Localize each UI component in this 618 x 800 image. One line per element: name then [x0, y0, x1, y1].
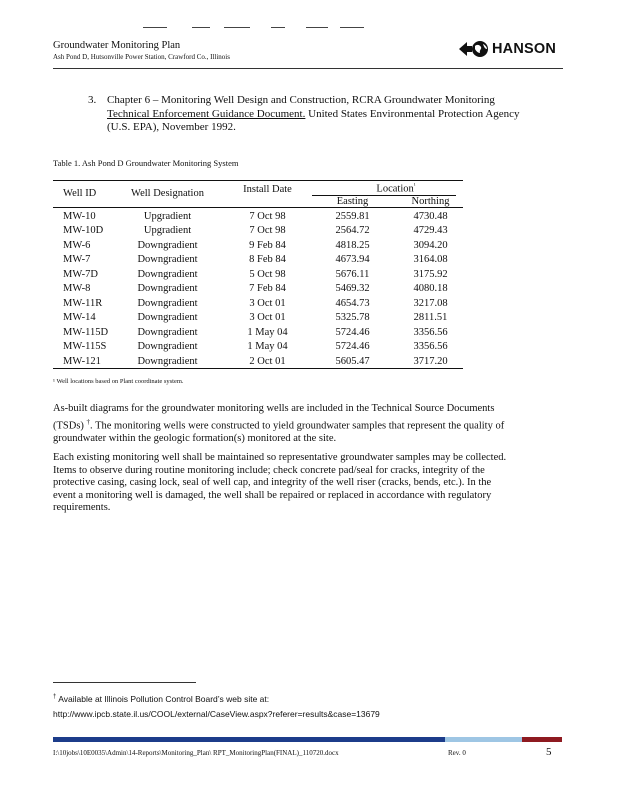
cell-designation: Downgradient: [137, 355, 198, 367]
cell-northing: 4729.43: [413, 225, 448, 236]
footnote: [53, 690, 380, 722]
cell-well-id: MW-8: [63, 283, 91, 294]
cell-install-date: 7 Oct 98: [249, 210, 286, 222]
table-row: [53, 340, 463, 355]
cell-easting: 5676.11: [335, 268, 370, 280]
top-dash: [306, 27, 328, 28]
cell-designation: Upgradient: [143, 225, 192, 236]
table-note: ¹ Well locations based on Plant coordinate system.: [53, 378, 184, 385]
header-title: Groundwater Monitoring Plan: [53, 40, 181, 51]
table-row: [53, 282, 463, 297]
paragraph-as-built: As-built diagrams for the groundwater monitoring wells are included in the Technical Source Documents (TSDs) †. The monitoring wells were constructed to yield groundwater samples that represent the quality of groundwater within the geologic formation(s) monitored at the site.: [53, 403, 505, 444]
cell-well-id: MW-7D: [63, 268, 98, 280]
footnote-url[interactable]: http://www.ipcb.state.il.us/COOL/external/CaseView.aspx?referer=results&case=13679: [53, 708, 380, 719]
cell-northing: 2811.51: [413, 312, 448, 323]
cell-designation: Downgradient: [137, 341, 198, 352]
cell-northing: 3717.20: [413, 355, 448, 367]
top-dash: [340, 27, 364, 28]
reference-text: Chapter 6 – Monitoring Well Design and Construction, RCRA Groundwater Monitoring: [107, 94, 495, 106]
footer-bar-red: [522, 737, 562, 742]
cell-install-date: 7 Feb 84: [249, 283, 286, 294]
cell-well-id: MW-115D: [63, 326, 109, 338]
globe-arrow-icon: [458, 40, 490, 58]
cell-easting: 2559.81: [335, 210, 370, 222]
col-header-northing: Northing: [411, 195, 450, 207]
footer-bar-lightblue: [445, 737, 522, 742]
hanson-logo: [458, 40, 556, 58]
cell-easting: 4673.94: [335, 254, 370, 265]
col-header-install-date: Install Date: [243, 184, 292, 195]
table-caption: Table 1. Ash Pond D Groundwater Monitoring System: [53, 158, 239, 168]
cell-install-date: 5 Oct 98: [249, 268, 286, 280]
cell-install-date: 7 Oct 98: [249, 225, 286, 236]
cell-well-id: MW-11R: [63, 297, 103, 309]
cell-install-date: 3 Oct 01: [249, 312, 286, 323]
table-row: [53, 253, 463, 268]
cell-install-date: 1 May 04: [247, 341, 288, 352]
cell-designation: Downgradient: [137, 283, 198, 294]
top-dash: [224, 27, 250, 28]
cell-easting: 2564.72: [335, 225, 370, 236]
cell-easting: 4818.25: [335, 239, 370, 251]
col-header-location: Location$^{^1}$: [376, 183, 416, 195]
reference-number: 3.: [88, 94, 97, 106]
reference-item: [88, 94, 528, 135]
table-row: [53, 224, 463, 239]
cell-well-id: MW-14: [63, 312, 96, 323]
footnote-symbol: †: [53, 694, 57, 700]
cell-northing: 4080.18: [413, 283, 448, 294]
cell-northing: 3217.08: [413, 297, 448, 309]
footnote-text: Available at Illinois Pollution Control Board’s web site at:: [56, 693, 270, 704]
col-header-designation: Well Designation: [131, 187, 204, 199]
cell-designation: Downgradient: [137, 297, 198, 309]
cell-easting: 5469.32: [335, 283, 370, 294]
well-table: [53, 180, 463, 369]
table-row: [53, 210, 463, 225]
cell-well-id: MW-10D: [63, 225, 104, 236]
top-dash: [143, 27, 167, 28]
cell-northing: 3356.56: [413, 341, 448, 352]
cell-install-date: 1 May 04: [247, 326, 288, 338]
cell-easting: 5325.78: [335, 312, 370, 323]
table-row: [53, 268, 463, 283]
table-bottom-rule: [53, 368, 463, 369]
cell-well-id: MW-10: [63, 210, 96, 222]
cell-install-date: 3 Oct 01: [249, 297, 286, 309]
cell-install-date: 2 Oct 01: [249, 355, 286, 367]
cell-northing: 3356.56: [413, 326, 448, 338]
cell-designation: Downgradient: [137, 254, 198, 265]
footnote-marker: †: [86, 417, 91, 426]
cell-northing: 3164.08: [413, 254, 448, 265]
cell-well-id: MW-115S: [63, 341, 107, 352]
cell-designation: Downgradient: [137, 312, 198, 323]
reference-title-underlined: Technical Enforcement Guidance Document.: [107, 107, 306, 120]
cell-install-date: 8 Feb 84: [249, 254, 286, 265]
col-header-well-id: Well ID: [63, 187, 97, 199]
table-row: [53, 297, 463, 312]
cell-well-id: MW-7: [63, 254, 91, 265]
cell-easting: 5724.46: [335, 326, 370, 338]
cell-designation: Downgradient: [137, 326, 198, 338]
cell-designation: Upgradient: [143, 210, 192, 222]
table-row: [53, 311, 463, 326]
reference-text-after: United States Environmental Protection Agency (U.S. EPA), November 1992.: [107, 107, 520, 133]
footer-revision: Rev. 0: [448, 749, 466, 757]
header-rule: [53, 68, 563, 69]
table-row: [53, 355, 463, 370]
cell-designation: Downgradient: [137, 239, 198, 251]
header-subtitle: Ash Pond D, Hutsonville Power Station, Crawford Co., Illinois: [53, 53, 230, 61]
cell-easting: 4654.73: [335, 297, 370, 309]
top-dash: [192, 27, 210, 28]
cell-northing: 3094.20: [413, 239, 448, 251]
cell-well-id: MW-6: [63, 239, 91, 251]
cell-easting: 5724.46: [335, 341, 370, 352]
cell-northing: 3175.92: [413, 268, 448, 280]
cell-easting: 5605.47: [335, 355, 370, 367]
footer-bar-navy: [53, 737, 445, 742]
paragraph-maintenance: Each existing monitoring well shall be maintained so representative groundwater samples may be collected. Items to observe during routine monitoring include; check concrete pad/seal for cracks, integrity of the protective casing, casing lock, seal of well cap, and integrity of the well riser (cracks, bends, etc.). In the event a monitoring well is damaged, the well shall be repaired or replaced in accordance with regulatory requirements.: [53, 452, 507, 514]
footer-file-path: I:\10jobs\10E0035\Admin\14-Reports\Monitoring_Plan\ RPT_MonitoringPlan(FINAL)_110720.docx: [53, 749, 339, 757]
footnote-rule: [53, 682, 196, 683]
cell-install-date: 9 Feb 84: [249, 239, 286, 251]
logo-wordmark: HANSON: [492, 41, 557, 57]
table-row: [53, 326, 463, 341]
cell-well-id: MW-121: [63, 355, 101, 367]
table-row: [53, 239, 463, 254]
page-number: 5: [546, 746, 552, 758]
top-dash: [271, 27, 285, 28]
cell-northing: 4730.48: [413, 210, 448, 222]
col-header-easting: Easting: [336, 195, 369, 207]
cell-designation: Downgradient: [137, 268, 198, 280]
